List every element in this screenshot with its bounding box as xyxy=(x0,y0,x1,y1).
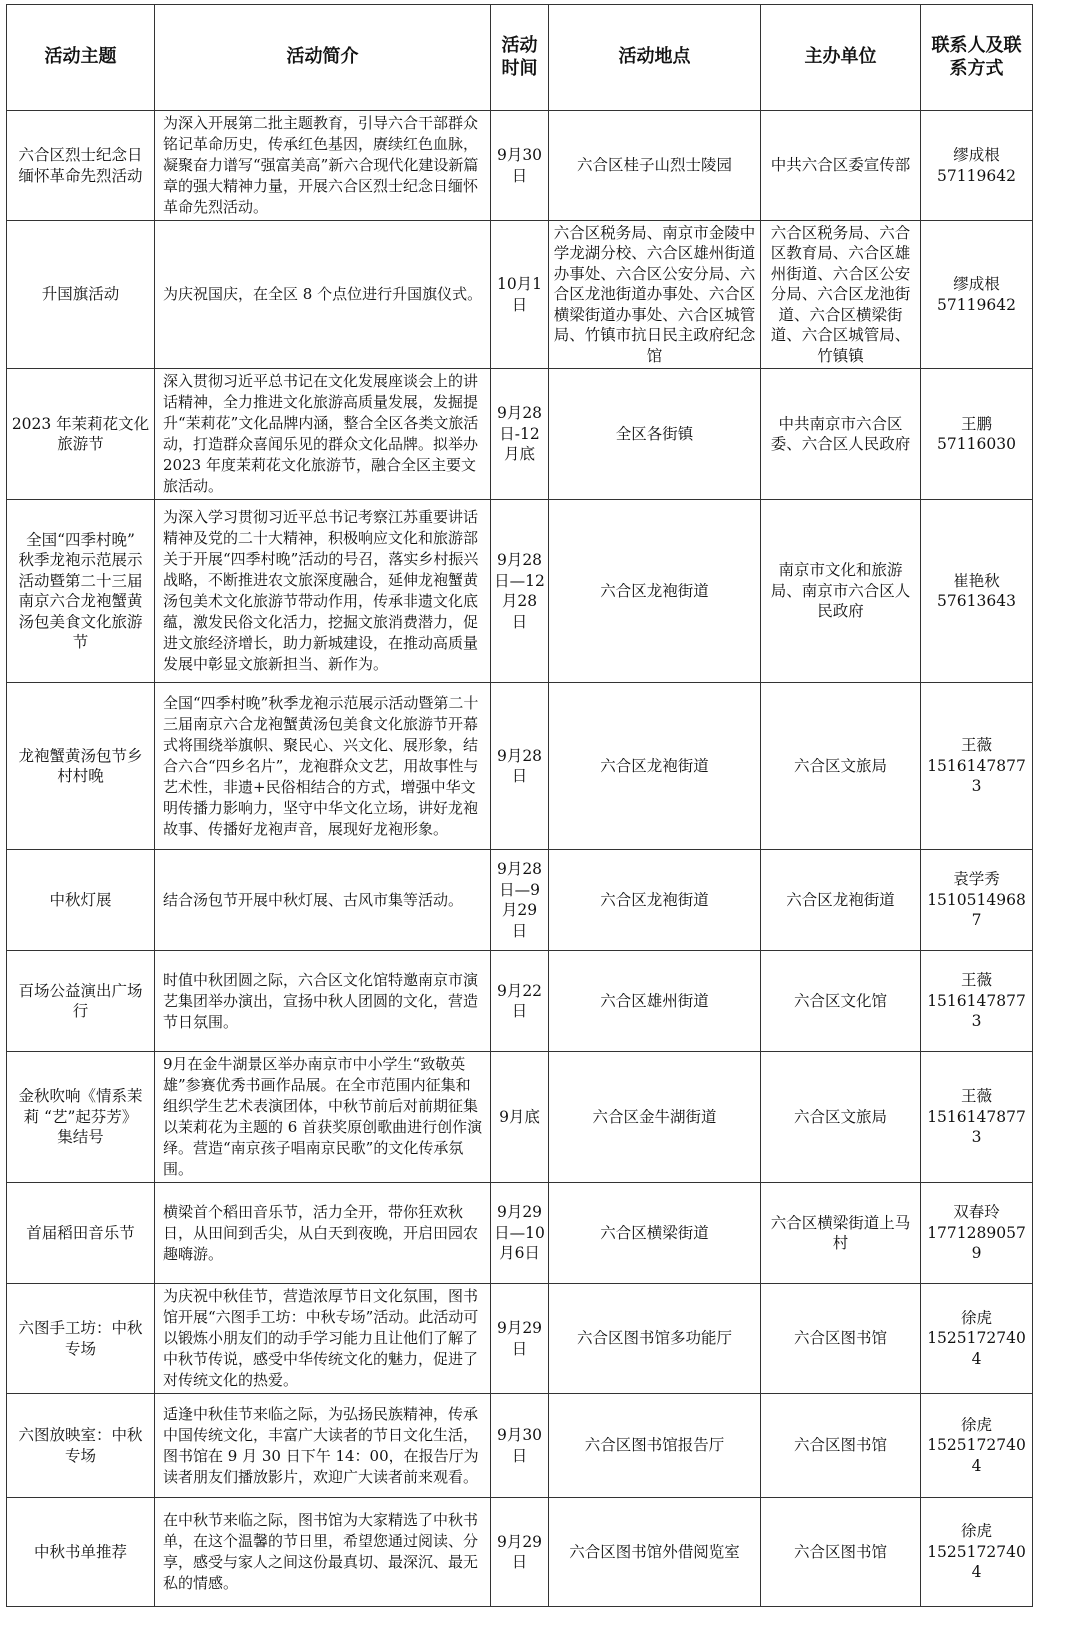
activity-theme-cell: 全国“四季村晚” 秋季龙袍示范展示 活动暨第二十三届 南京六合龙袍蟹黄 汤包美食文化旅游 节 xyxy=(7,500,155,683)
activity-intro-cell: 9月在金牛湖景区举办南京市中小学生“致敬英雄”参赛优秀书画作品展。在全市范围内征集和组织学生艺术表演团体，中秋节前后对前期征集以茉莉花为主题的 6 首获奖原创歌曲进行创作演绎。营造“南京孩子唱南京民歌”的文化传承氛围。 xyxy=(155,1052,491,1183)
activity-contact-cell: 崔艳秋 57613643 xyxy=(921,500,1033,683)
activity-theme-cell: 龙袍蟹黄汤包节乡 村村晚 xyxy=(7,683,155,850)
header-contact: 联系人及联 系方式 xyxy=(921,5,1033,111)
table-row xyxy=(7,369,1033,500)
table-row xyxy=(7,850,1033,951)
header-row xyxy=(7,5,1033,111)
activity-contact-cell: 王鹏 57116030 xyxy=(921,369,1033,500)
activity-intro-cell: 时值中秋团圆之际，六合区文化馆特邀南京市演艺集团举办演出，宣扬中秋人团圆的文化，营造节日氛围。 xyxy=(155,951,491,1052)
activity-location-cell: 六合区桂子山烈士陵园 xyxy=(549,111,761,221)
activity-time-cell: 9月29 日—10 月6日 xyxy=(491,1183,549,1284)
activity-time-cell: 9月29 日 xyxy=(491,1284,549,1394)
activity-organizer-cell: 中共南京市六合区 委、六合区人民政府 xyxy=(761,369,921,500)
activity-location-cell: 六合区龙袍街道 xyxy=(549,850,761,951)
activity-intro-cell: 结合汤包节开展中秋灯展、古风市集等活动。 xyxy=(155,850,491,951)
activity-location-cell: 六合区龙袍街道 xyxy=(549,500,761,683)
activity-theme-cell: 中秋书单推荐 xyxy=(7,1498,155,1607)
header-time: 活动 时间 xyxy=(491,5,549,111)
activity-location-cell: 六合区图书馆报告厅 xyxy=(549,1394,761,1498)
activity-time-cell: 9月28 日—12 月28 日 xyxy=(491,500,549,683)
activity-contact-cell: 徐虎 15251727404 xyxy=(921,1284,1033,1394)
activity-time-cell: 9月底 xyxy=(491,1052,549,1183)
activity-organizer-cell: 六合区图书馆 xyxy=(761,1284,921,1394)
activity-location-cell: 全区各街镇 xyxy=(549,369,761,500)
activity-theme-cell: 中秋灯展 xyxy=(7,850,155,951)
activity-organizer-cell: 六合区龙袍街道 xyxy=(761,850,921,951)
activity-organizer-cell: 六合区图书馆 xyxy=(761,1498,921,1607)
activity-intro-cell: 为庆祝中秋佳节，营造浓厚节日文化氛围，图书馆开展“六图手工坊：中秋专场”活动。此活动可以锻炼小朋友们的动手学习能力且让他们了解了中秋节传说，感受中华传统文化的魅力，促进了对传统文化的热爱。 xyxy=(155,1284,491,1394)
activity-location-cell: 六合区横梁街道 xyxy=(549,1183,761,1284)
activity-organizer-cell: 南京市文化和旅游 局、南京市六合区人 民政府 xyxy=(761,500,921,683)
activity-intro-cell: 适逢中秋佳节来临之际，为弘扬民族精神，传承中国传统文化，丰富广大读者的节日文化生活，图书馆在 9 月 30 日下午 14：00，在报告厅为读者朋友们播放影片，欢迎广大读者前来观看。 xyxy=(155,1394,491,1498)
table-row xyxy=(7,1052,1033,1183)
activity-table xyxy=(6,4,1033,1607)
activity-intro-cell: 深入贯彻习近平总书记在文化发展座谈会上的讲话精神，全力推进文化旅游高质量发展，发掘提升“茉莉花”文化品牌内涵，整合全区各类文旅活动，打造群众喜闻乐见的群众文化品牌。拟举办 2023 年度茉莉花文化旅游节，融合全区主要文旅活动。 xyxy=(155,369,491,500)
activity-location-cell: 六合区金牛湖街道 xyxy=(549,1052,761,1183)
activity-theme-cell: 首届稻田音乐节 xyxy=(7,1183,155,1284)
activity-intro-cell: 为深入学习贯彻习近平总书记考察江苏重要讲话精神及党的二十大精神，积极响应文化和旅游部关于开展“四季村晚”活动的号召，落实乡村振兴战略，不断推进农文旅深度融合，延伸龙袍蟹黄汤包美术文化旅游节带动作用，传承非遗文化底蕴，激发民俗文化活力，挖掘文旅消费潜力，促进文旅经济增长，助力新城建设，在推动高质量发展中彰显文旅新担当、新作为。 xyxy=(155,500,491,683)
activity-organizer-cell: 六合区文旅局 xyxy=(761,683,921,850)
table-row xyxy=(7,1394,1033,1498)
activity-contact-cell: 缪成根 57119642 xyxy=(921,221,1033,369)
activity-contact-cell: 袁学秀 15105149687 xyxy=(921,850,1033,951)
activity-organizer-cell: 中共六合区委宣传部 xyxy=(761,111,921,221)
activity-time-cell: 9月30 日 xyxy=(491,1394,549,1498)
activity-organizer-cell: 六合区横梁街道上马 村 xyxy=(761,1183,921,1284)
activity-time-cell: 9月28 日 xyxy=(491,683,549,850)
activity-organizer-cell: 六合区文旅局 xyxy=(761,1052,921,1183)
table-row xyxy=(7,221,1033,369)
activity-contact-cell: 王薇 15161478773 xyxy=(921,1052,1033,1183)
activity-time-cell: 9月29 日 xyxy=(491,1498,549,1607)
activity-intro-cell: 全国“四季村晚”秋季龙袍示范展示活动暨第二十三届南京六合龙袍蟹黄汤包美食文化旅游节开幕式将围绕举旗帜、聚民心、兴文化、展形象，结合六合“四乡名片”，龙袍群众文艺，用故事性与艺术性，非遗+民俗相结合的方式，增强中华文明传播力影响力，坚守中华文化立场，讲好龙袍故事、传播好龙袍声音，展现好龙袍形象。 xyxy=(155,683,491,850)
activity-intro-cell: 横梁首个稻田音乐节，活力全开，带你狂欢秋日，从田间到舌尖，从白天到夜晚，开启田园农趣嗨游。 xyxy=(155,1183,491,1284)
activity-theme-cell: 六图手工坊：中秋 专场 xyxy=(7,1284,155,1394)
activity-intro-cell: 为深入开展第二批主题教育，引导六合干部群众铭记革命历史，传承红色基因，赓续红色血脉，凝聚奋力谱写“强富美高”新六合现代化建设新篇章的强大精神力量，开展六合区烈士纪念日缅怀革命先烈活动。 xyxy=(155,111,491,221)
header-theme: 活动主题 xyxy=(7,5,155,111)
activity-contact-cell: 徐虎 15251727404 xyxy=(921,1394,1033,1498)
activity-contact-cell: 王薇 15161478773 xyxy=(921,951,1033,1052)
activity-location-cell: 六合区雄州街道 xyxy=(549,951,761,1052)
activity-organizer-cell: 六合区文化馆 xyxy=(761,951,921,1052)
activity-contact-cell: 缪成根 57119642 xyxy=(921,111,1033,221)
header-organizer: 主办单位 xyxy=(761,5,921,111)
header-intro: 活动简介 xyxy=(155,5,491,111)
activity-location-cell: 六合区图书馆外借阅览室 xyxy=(549,1498,761,1607)
activity-time-cell: 9月22 日 xyxy=(491,951,549,1052)
activity-time-cell: 9月28 日-12 月底 xyxy=(491,369,549,500)
activity-theme-cell: 六合区烈士纪念日 缅怀革命先烈活动 xyxy=(7,111,155,221)
activity-contact-cell: 徐虎 15251727404 xyxy=(921,1498,1033,1607)
activity-intro-cell: 为庆祝国庆，在全区 8 个点位进行升国旗仪式。 xyxy=(155,221,491,369)
activity-theme-cell: 2023 年茉莉花文化 旅游节 xyxy=(7,369,155,500)
activity-location-cell: 六合区图书馆多功能厅 xyxy=(549,1284,761,1394)
activity-time-cell: 9月30 日 xyxy=(491,111,549,221)
activity-theme-cell: 百场公益演出广场 行 xyxy=(7,951,155,1052)
header-location: 活动地点 xyxy=(549,5,761,111)
activity-organizer-cell: 六合区图书馆 xyxy=(761,1394,921,1498)
table-row xyxy=(7,111,1033,221)
activity-theme-cell: 金秋吹响《情系茉 莉 “艺”起芬芳》 集结号 xyxy=(7,1052,155,1183)
activity-location-cell: 六合区龙袍街道 xyxy=(549,683,761,850)
table-row xyxy=(7,1183,1033,1284)
table-row xyxy=(7,500,1033,683)
activity-theme-cell: 六图放映室：中秋 专场 xyxy=(7,1394,155,1498)
activity-organizer-cell: 六合区税务局、六合区教育局、六合区雄州街道、六合区公安分局、六合区龙池街道、六合区横梁街道、六合区城管局、竹镇镇 xyxy=(761,221,921,369)
table-row xyxy=(7,1284,1033,1394)
table-row xyxy=(7,683,1033,850)
activity-contact-cell: 王薇 15161478773 xyxy=(921,683,1033,850)
activity-contact-cell: 双春玲 17712890579 xyxy=(921,1183,1033,1284)
activity-intro-cell: 在中秋节来临之际，图书馆为大家精选了中秋书单，在这个温馨的节日里，希望您通过阅读、分享，感受与家人之间这份最真切、最深沉、最无私的情感。 xyxy=(155,1498,491,1607)
table-row xyxy=(7,951,1033,1052)
activity-theme-cell: 升国旗活动 xyxy=(7,221,155,369)
activity-location-cell: 六合区税务局、南京市金陵中学龙湖分校、六合区雄州街道办事处、六合区公安分局、六合区龙池街道办事处、六合区横梁街道办事处、六合区城管局、竹镇市抗日民主政府纪念馆 xyxy=(549,221,761,369)
table-row xyxy=(7,1498,1033,1607)
activity-time-cell: 9月28 日—9 月29 日 xyxy=(491,850,549,951)
activity-time-cell: 10月1 日 xyxy=(491,221,549,369)
